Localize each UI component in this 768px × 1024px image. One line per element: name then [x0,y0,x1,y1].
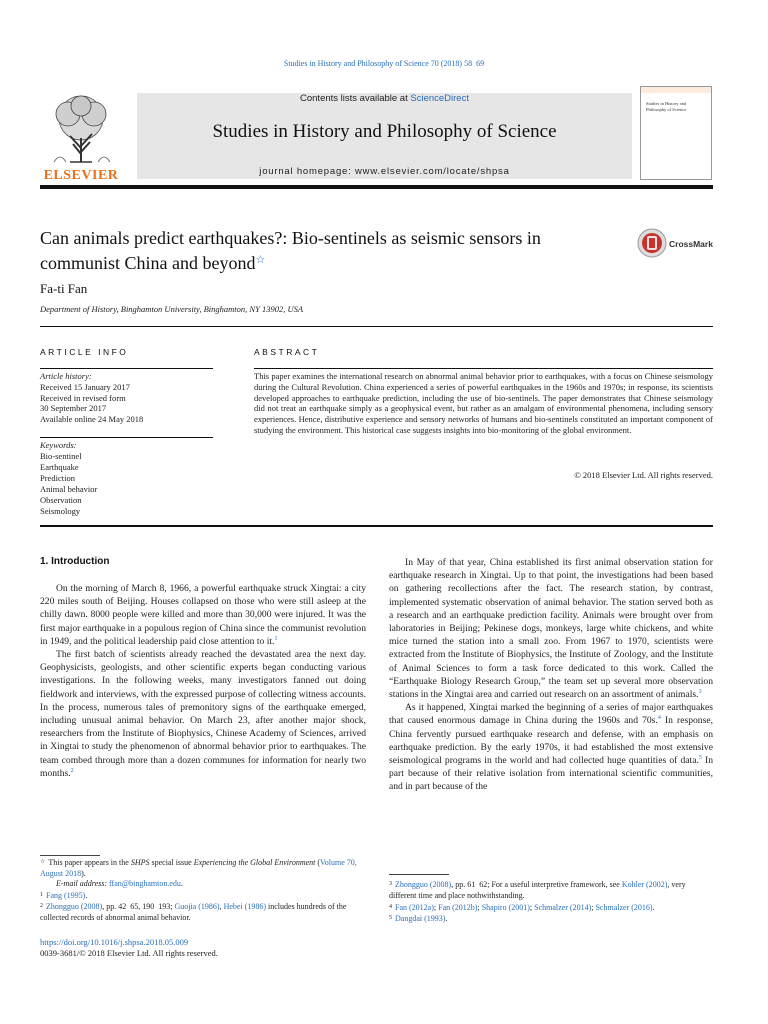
article-title [40,227,620,274]
article-info-rule [40,368,213,369]
keyword-item: Bio-sentinel [40,451,82,461]
contents-prefix: Contents lists available at [300,93,411,104]
footnote-rule [389,874,449,875]
footnote-issue: Experiencing the Global Environment [193,858,316,867]
article-history [40,371,215,425]
footnote-1 [40,890,366,902]
footnote-ref[interactable]: 1 [274,635,278,642]
footnote-ref[interactable]: 5 [698,754,702,761]
citation-link[interactable]: Kohler (2002) [621,880,668,889]
info-top-rule [40,326,713,327]
crossmark-icon [637,228,667,258]
paragraph-text: In response, China fervently pursued earthquake research and defense, with an emphasis on earthquake prediction. By the early 1970s, it had established the most extensive seismological programs in the world and had collected huge quantities of data. [389,715,713,767]
citation-link[interactable]: Shapiro (2001) [481,902,530,912]
keyword-item: Observation [40,495,82,505]
footnotes-right [389,879,713,925]
section-heading-introduction: 1. Introduction [40,556,110,567]
abstract-rule [254,368,713,369]
footnote-marker: 1 [40,891,43,898]
history-title: Article history: [40,371,92,381]
citation-link[interactable]: Fan (2012a) [395,902,434,912]
paragraph-text: As it happened, Xingtai marked the beginning of a series of major earthquakes that caused enormous damage in China during the 1960s and 70s. [389,702,713,727]
citation-link[interactable]: Zhongguo (2008) [46,902,103,912]
footnote-journal: SHPS [130,858,150,867]
crossmark-label: CrossMark [669,239,713,249]
footnotes-left [40,857,366,924]
footnote-text: . [652,902,655,912]
header-rule [40,185,713,189]
footnote-marker: 3 [389,881,392,887]
footnote-ref[interactable]: 2 [70,767,74,774]
keywords [40,440,215,517]
paragraph [40,648,366,780]
footnote-text: . [445,914,448,924]
history-line: Available online 24 May 2018 [40,414,144,425]
doi-link[interactable]: https://doi.org/10.1016/j.shpsa.2018.05.009 [40,937,189,947]
title-footnote-mark[interactable]: ☆ [255,254,266,266]
paragraph [40,582,366,648]
paragraph [389,556,713,701]
elsevier-wordmark: ELSEVIER [43,168,119,183]
citation-link[interactable]: Schmalzer (2016) [595,902,653,912]
cover-stripe [641,87,711,93]
volume-link[interactable]: Volume 70, August 2018 [40,858,357,878]
footnote-text: ; [591,902,596,912]
journal-homepage[interactable]: journal homepage: www.elsevier.com/locate/shpsa [259,166,510,177]
footnote-2 [40,901,366,923]
email-link[interactable]: ffan@binghamton.edu [109,879,181,889]
footnote-text: , pp. 61 62; For a useful interpretive framework, see [451,880,622,889]
citation-link[interactable]: Fang (1995) [46,890,86,900]
footnote-text: special issue [149,858,194,867]
footnote-ref[interactable]: 4 [657,715,661,722]
paragraph-text: In May of that year, China established its first animal observation station for earthquake research in Xingtai. Up to that point, the investigations had been based on gathering recollections after the fact. The research station, by contrast, implemented systematic observation of animal behavior. The station served both as a research and an earthquake prediction facility. Animals were brought over from laboratories in Beijing; Pekinese dogs, monkeys, large white chickens, and white mice turned the station into a small zoo. From 1967 to 1970, scientists were extracted from the Institute of Biophysics, the Institute of Zoology, and the Institute of Animal Sciences to form a task force dedicated to this work. Called the “Earthquake Biology Research Group,” the team set up several more observation stations in the Xingtai area and carried out research on an assortment of animals. [389,557,713,701]
footnote-marker: 5 [389,915,392,922]
citation-link[interactable]: Schmalzer (2014) [534,902,592,912]
paragraph-text: The first batch of scientists already reached the devastated area the next day. Geophysicists, geologists, and other scientific experts began conducting various investigations. In the following weeks, many investigators fanned out doing fieldwork and interviews, with the expressed purpose of collecting witness accounts. In the process, numerous tales of premonitory signs of the earthquake emerged, including unusual animal behavior. On March 23, after another major shock, researchers from the Institute of Biophysics, Chinese Academy of Sciences, arrived in Xingtai to study the phenomenon of abnormal behavior prior to earthquakes. The team combed through more than a dozen communes for information for nearly two months. [40,649,366,779]
footnote-ref[interactable]: 3 [698,688,702,695]
journal-title: Studies in History and Philosophy of Science [212,121,557,142]
article-info-label: ARTICLE INFO [40,347,129,357]
paragraph-text: In part because of their relative isolation from international scientific communities, and in part because of the [389,755,714,793]
footnote-text: , pp. 42 65, 190 193; [102,902,175,912]
footnote-text: ( [315,858,321,867]
footnote-marker: 2 [40,903,43,910]
keywords-title: Keywords: [40,440,77,450]
footnote-email [40,879,366,890]
sciencedirect-link[interactable]: ScienceDirect [410,93,469,104]
footnote-text: ; [477,902,482,912]
footnote-marker: ☆ [40,859,46,865]
citation-link[interactable]: Hebei (1986) [223,902,266,912]
footnote-text: includes hundreds of the collected records of abnormal animal behavior. [40,902,347,922]
footnote-4 [389,902,713,914]
citation-link[interactable]: Guojia (1986) [174,902,220,912]
footnote-text: ). [81,868,86,878]
author-affiliation: Department of History, Binghamton University, Binghamton, NY 13902, USA [40,304,304,314]
body-column-left [40,582,366,780]
issn-copyright: 0039-3681/© 2018 Elsevier Ltd. All rights reserved. [40,948,218,958]
footnote-marker: 4 [389,903,392,910]
abstract-bottom-rule [40,525,713,527]
citation-link[interactable]: Fan (2012b) [438,902,478,912]
abstract-text: This paper examines the international research on abnormal animal behavior prior to earthquakes, with a focus on Chinese seismology during the Cultural Revolution. China experienced a series of powerful earthquakes in the 1960s and 1970s; in response, its scientists developed approaches to earthquake prediction, including the use of bio-sentinels. The paper demonstrates that Chinese seismology did not treat an earthquake simply as a geophysical event, but rather as an amalgam of environmental phenomena, including sensory experiences. Hence, distributive experience and sensory networks of humans and bio-sentinels constituted an important component of studying the environment. This historical case suggests insights into bio-monitoring of the global environment. [254,371,713,435]
footnote-text: , [219,902,224,912]
footnote-text: . [180,879,183,889]
footnote-rule [40,855,100,856]
article-title-text: Can animals predict earthquakes?: Bio-sentinels as seismic sensors in communist China and beyond [40,228,541,273]
email-label: E-mail address: [56,879,110,889]
history-line: Received 15 January 2017 [40,381,130,392]
contents-line [137,93,632,105]
crossmark-badge[interactable] [637,228,717,260]
keyword-item: Earthquake [40,462,79,472]
footnote-star [40,857,366,879]
body-column-right [389,556,713,794]
cover-title: Studies in History and Philosophy of Science [646,101,687,112]
keyword-item: Animal behavior [40,484,98,494]
abstract-label: ABSTRACT [254,347,320,357]
footnote-text: ; [433,902,439,912]
history-line: 30 September 2017 [40,403,107,414]
footnote-3 [389,879,713,902]
journal-cover-thumbnail[interactable] [640,86,712,180]
citation-link[interactable]: Zhongguo (2008) [395,880,452,889]
footnote-text: This paper appears in the [48,858,131,867]
author-name: Fa-ti Fan [40,281,88,296]
footnote-text: , very different time and place nothwithstanding. [389,880,686,900]
footnote-text: ; [529,902,535,912]
keywords-rule [40,437,213,438]
keyword-item: Seismology [40,506,81,516]
citation-link[interactable]: Dangdai (1993) [395,914,446,924]
keyword-item: Prediction [40,473,75,483]
history-line: Received in revised form [40,392,126,403]
abstract-copyright: © 2018 Elsevier Ltd. All rights reserved. [574,470,713,480]
paragraph [389,701,713,793]
footnote-5 [389,913,713,925]
paragraph-text: On the morning of March 8, 1966, a powerful earthquake struck Xingtai: a city 220 miles south of Beijing. Houses collapsed on those who were still asleep at the chilly dawn. 8000 people were killed and more than 30,000 were injured. It was the first major earthquake in a populous region of China since the communist revolution in 1949, and the political leadership paid close attention to it. [40,583,366,647]
footnote-text: . [85,890,88,900]
running-head[interactable]: Studies in History and Philosophy of Science 70 (2018) 58 69 [283,59,485,68]
